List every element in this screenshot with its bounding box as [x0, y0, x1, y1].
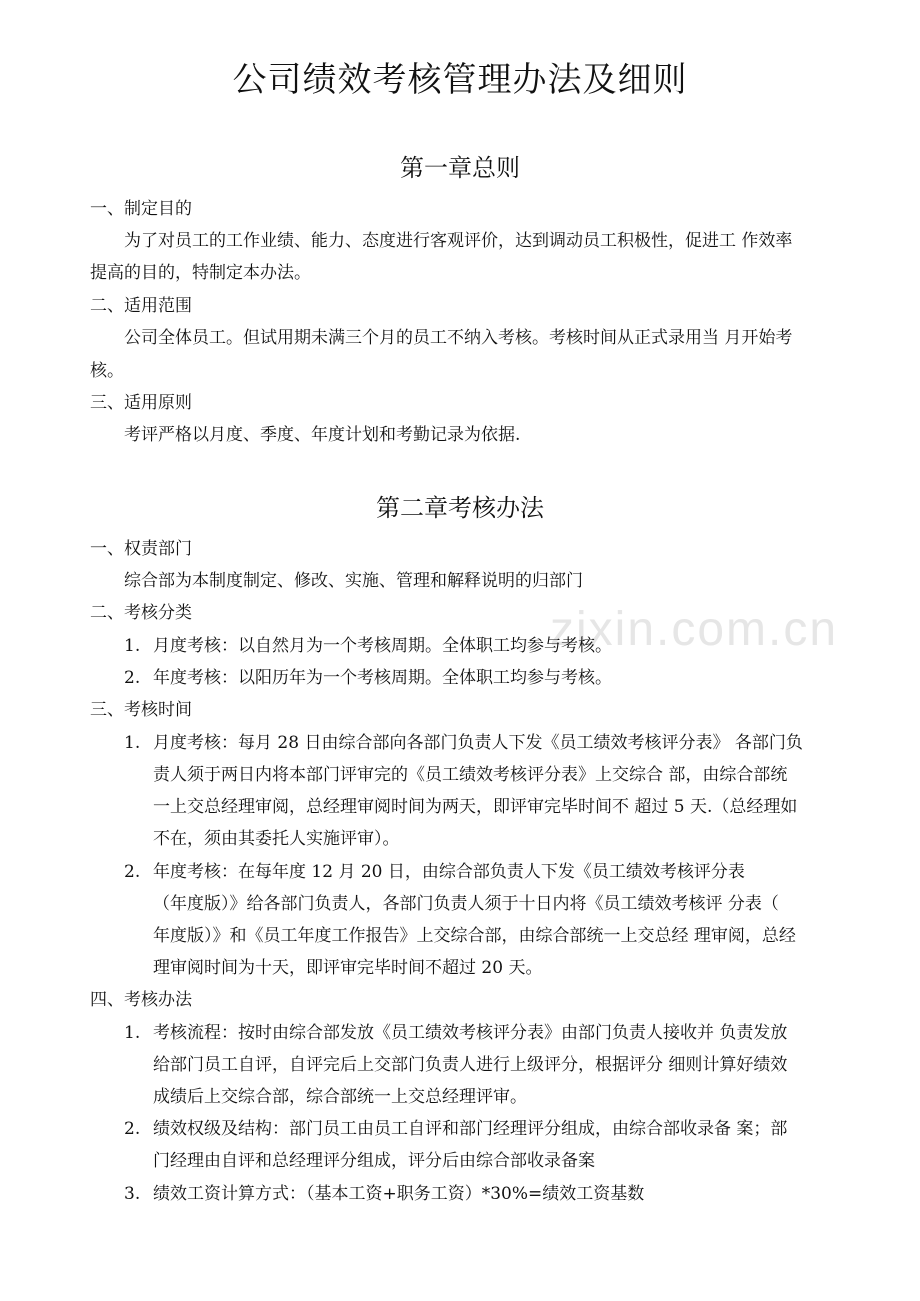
- section-principle-text-line: 考评严格以月度、季度、年度计划和考勤记录为依据.: [124, 425, 521, 445]
- section-method-label: 四、考核办法: [90, 990, 192, 1010]
- timing-annual-line: 年度考核：在每年度 12 月 20 日，由综合部负责人下发《员工绩效考核评分表: [153, 862, 745, 882]
- list-item-number: 1.: [124, 1023, 141, 1043]
- timing-annual-line: 年度版）》和《员工年度工作报告》上交综合部，由综合部统一上交总经 理审阅，总经: [153, 926, 796, 946]
- section-scope-text-line: 公司全体员工。但试用期未满三个月的员工不纳入考核。考核时间从正式录用当 月开始考: [124, 328, 793, 348]
- list-item-number: 1.: [124, 636, 141, 656]
- section-scope-label: 二、适用范围: [90, 296, 192, 316]
- list-item-number: 3.: [124, 1184, 141, 1204]
- section-responsibility-text-line: 综合部为本制度制定、修改、实施、管理和解释说明的归部门: [124, 571, 583, 591]
- timing-monthly-line: 责人须于两日内将本部门评审完的《员工绩效考核评分表》上交综合 部，由综合部统: [153, 765, 788, 785]
- category-monthly-text: 月度考核：以自然月为一个考核周期。全体职工均参与考核。: [153, 636, 612, 656]
- method-structure-line: 门经理由自评和总经理评分组成，评分后由综合部收录备案: [153, 1151, 595, 1171]
- section-category-label: 二、考核分类: [90, 603, 192, 623]
- list-item-number: 2.: [124, 1119, 141, 1139]
- category-annual-text: 年度考核：以阳历年为一个考核周期。全体职工均参与考核。: [153, 668, 612, 688]
- method-process-line: 给部门员工自评，自评完后上交部门负责人进行上级评分，根据评分 细则计算好绩效: [153, 1055, 788, 1075]
- timing-monthly-line: 月度考核：每月 28 日由综合部向各部门负责人下发《员工绩效考核评分表》 各部门负: [153, 733, 803, 753]
- section-scope-text-line: 核。: [90, 361, 124, 381]
- chapter-1-heading: 第一章总则: [400, 154, 520, 182]
- method-structure-line: 绩效权级及结构：部门员工由员工自评和部门经理评分组成，由综合部收录备 案；部: [153, 1119, 788, 1139]
- chapter-2-heading: 第二章考核办法: [376, 494, 544, 522]
- section-purpose-text-line: 提高的目的，特制定本办法。: [90, 263, 311, 283]
- document-title: 公司绩效考核管理办法及细则: [232, 60, 688, 100]
- timing-monthly-line: 一上交总经理审阅，总经理审阅时间为两天，即评审完毕时间不 超过 5 天.（总经理如: [153, 797, 798, 817]
- list-item-number: 2.: [124, 862, 141, 882]
- section-responsibility-label: 一、权责部门: [90, 539, 192, 559]
- section-timing-label: 三、考核时间: [90, 700, 192, 720]
- section-purpose-text-line: 为了对员工的工作业绩、能力、态度进行客观评价，达到调动员工积极性，促进工 作效率: [124, 231, 793, 251]
- method-process-line: 考核流程：按时由综合部发放《员工绩效考核评分表》由部门负责人接收并 负责发放: [153, 1023, 788, 1043]
- method-process-line: 成绩后上交综合部，综合部统一上交总经理评审。: [153, 1087, 527, 1107]
- section-purpose-label: 一、制定目的: [90, 199, 192, 219]
- watermark: zixin.com.cn: [550, 603, 839, 656]
- list-item-number: 2.: [124, 668, 141, 688]
- timing-annual-line: （年度版）》给各部门负责人，各部门负责人须于十日内将《员工绩效考核评 分表（: [153, 894, 779, 914]
- timing-monthly-line: 不在，须由其委托人实施评审）。: [153, 829, 400, 849]
- method-salary-formula: 绩效工资计算方式：（基本工资+职务工资）*30%=绩效工资基数: [153, 1184, 645, 1204]
- timing-annual-line: 理审阅时间为十天，即评审完毕时间不超过 20 天。: [153, 958, 543, 978]
- section-principle-label: 三、适用原则: [90, 393, 192, 413]
- list-item-number: 1.: [124, 733, 141, 753]
